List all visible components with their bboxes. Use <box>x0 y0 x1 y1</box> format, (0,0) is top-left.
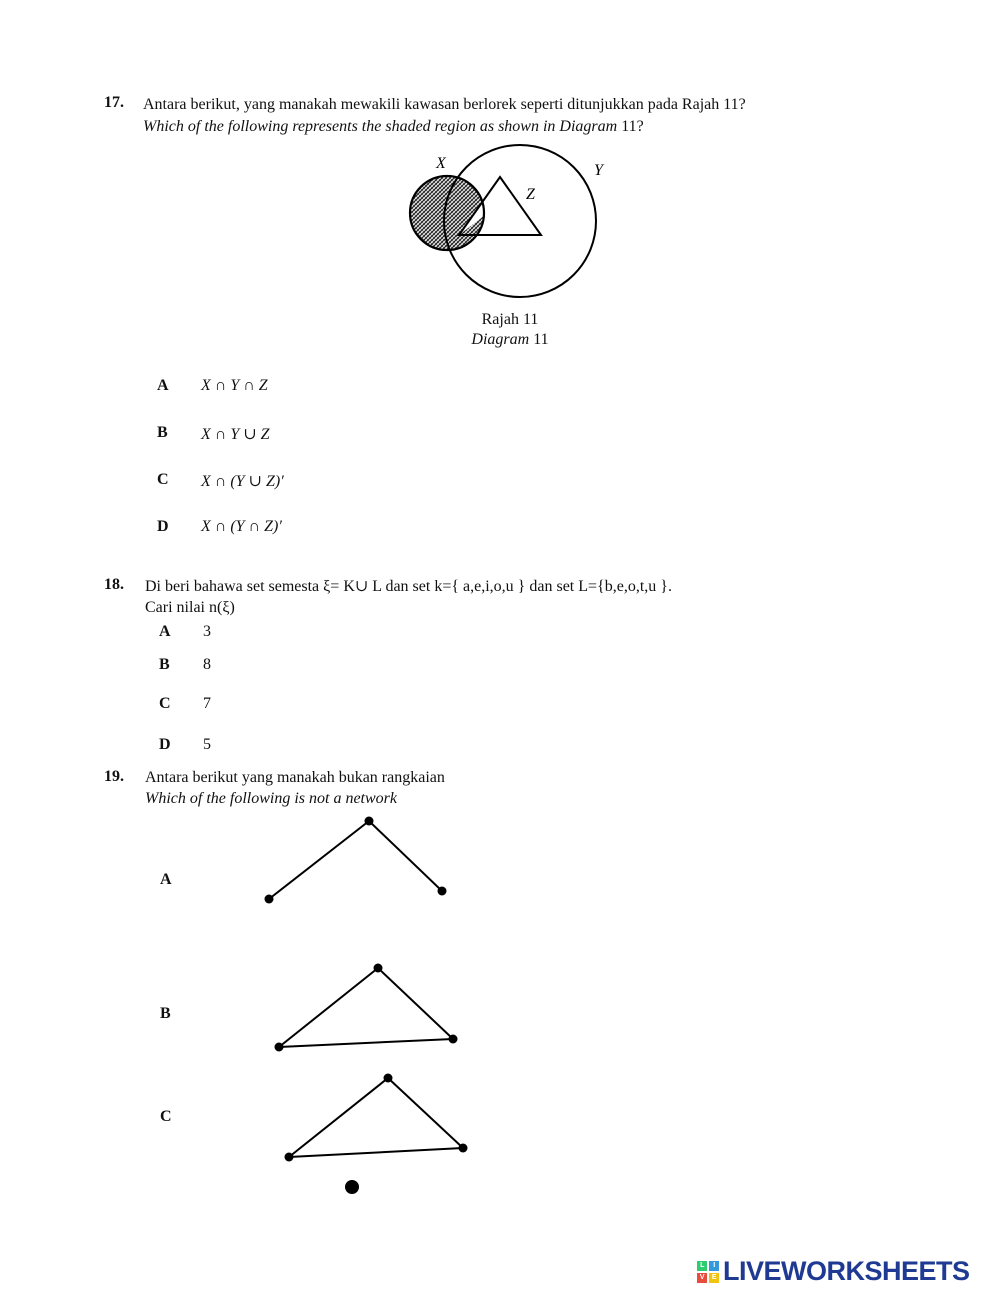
vertex <box>459 1144 468 1153</box>
q17-option-b-letter[interactable]: B <box>157 424 168 441</box>
q17-option-c-letter[interactable]: C <box>157 471 169 488</box>
q17-text-en-tail: 11? <box>617 118 644 135</box>
q18-line2: Cari nilai n(ξ) <box>145 599 235 616</box>
q17-text-en <box>143 116 863 137</box>
venn-diagram <box>400 140 630 310</box>
q17-option-c-text[interactable]: X ∩ (Y ∪ Z)′ <box>201 473 284 490</box>
vertex <box>384 1074 393 1083</box>
label-y: Y <box>594 162 603 179</box>
vertex <box>285 1153 294 1162</box>
vertex <box>265 895 274 904</box>
vertex <box>449 1035 458 1044</box>
vertex <box>275 1043 284 1052</box>
diagram-caption-en-tail: 11 <box>529 331 549 348</box>
isolated-vertex <box>345 1180 359 1194</box>
logo-block: L <box>697 1261 707 1271</box>
edge <box>289 1148 463 1157</box>
label-z: Z <box>526 186 535 203</box>
q19-text-en: Which of the following is not a network <box>145 790 397 807</box>
q19-option-a-letter[interactable]: A <box>160 871 172 888</box>
q17-text-en-italic: Which of the following represents the shaded region as shown in Diagram <box>143 118 618 135</box>
vertex <box>365 817 374 826</box>
q18-option-d-text[interactable]: 5 <box>203 736 211 753</box>
q19-option-b-letter[interactable]: B <box>160 1005 171 1022</box>
diagram-caption-ms: Rajah 11 <box>481 311 539 328</box>
q18-option-b-text[interactable]: 8 <box>203 656 211 673</box>
logo-block: I <box>709 1261 719 1271</box>
q18-line1: Di beri bahawa set semesta ξ= K∪ L dan set k={ a,e,i,o,u } dan set L={b,e,o,t,u }. <box>145 578 672 595</box>
q17-option-d-text[interactable]: X ∩ (Y ∩ Z)′ <box>201 518 282 535</box>
q17-option-a-letter[interactable]: A <box>157 377 169 394</box>
liveworksheets-logo <box>697 1256 970 1287</box>
q18-option-b-letter[interactable]: B <box>159 656 170 673</box>
diagram-caption-en <box>410 331 610 349</box>
q19-text-ms: Antara berikut yang manakah bukan rangkaian <box>145 769 445 786</box>
edge <box>279 1039 453 1047</box>
q18-option-d-letter[interactable]: D <box>159 736 171 753</box>
edge <box>289 1078 388 1157</box>
q18-number: 18. <box>104 576 124 593</box>
edge <box>378 968 453 1039</box>
q18-option-c-text[interactable]: 7 <box>203 695 211 712</box>
q18-option-c-letter[interactable]: C <box>159 695 171 712</box>
diagram-caption-en-italic: Diagram <box>471 331 530 348</box>
q19-option-c-graph[interactable] <box>275 1068 480 1198</box>
q19-option-c-letter[interactable]: C <box>160 1108 172 1125</box>
logo-text: LIVEWORKSHEETS <box>723 1256 970 1286</box>
q18-option-a-letter[interactable]: A <box>159 623 171 640</box>
q17-option-b-text[interactable]: X ∩ Y ∪ Z <box>201 426 270 443</box>
edge <box>369 821 442 891</box>
q19-option-a-graph[interactable] <box>255 810 460 910</box>
q17-number: 17. <box>104 94 124 111</box>
logo-block: V <box>697 1273 707 1283</box>
edge <box>388 1078 463 1148</box>
vertex <box>438 887 447 896</box>
q19-option-b-graph[interactable] <box>265 958 470 1058</box>
logo-blocks-icon <box>697 1261 719 1283</box>
label-x: X <box>436 155 446 172</box>
q17-option-d-letter[interactable]: D <box>157 518 169 535</box>
q18-option-a-text[interactable]: 3 <box>203 623 211 640</box>
q17-option-a-text[interactable]: X ∩ Y ∩ Z <box>201 377 268 394</box>
edge <box>279 968 378 1047</box>
logo-block: E <box>709 1273 719 1283</box>
q17-text-ms: Antara berikut, yang manakah mewakili kawasan berlorek seperti ditunjukkan pada Rajah 11? <box>143 96 746 113</box>
q19-number: 19. <box>104 768 124 785</box>
vertex <box>374 964 383 973</box>
edge <box>269 821 369 899</box>
